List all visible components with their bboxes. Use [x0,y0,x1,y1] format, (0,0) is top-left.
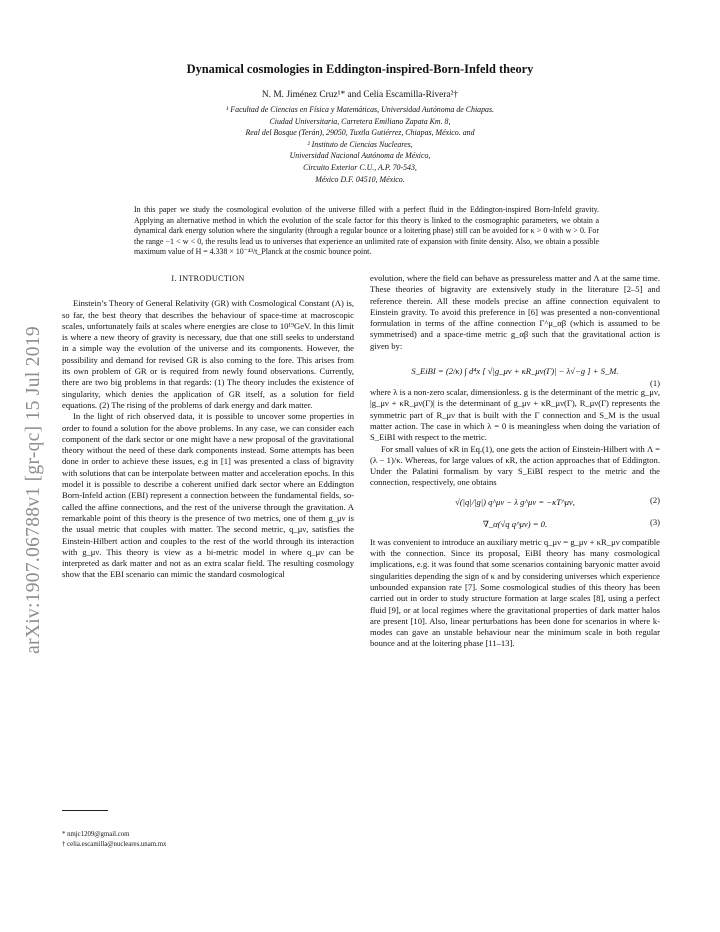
footnote: * nmjc1209@gmail.com [62,831,130,838]
paragraph: Einstein’s Theory of General Relativity (GR) with Cosmological Constant (Λ) is, so far, the best theory that describes the behaviour of space-time at macroscopic scales, unfortunately fails at scales where energies are close to 10¹⁹GeV. In this limit is where a new theory of gravity is necessary, due that one still seeks to understand in a simple way the evolution of the universe and its components. However, the possibility and demand for revised GR is also coming to the fore. This arises from its own problem of GR or is required from newly found observations. Currently, there are two big problems in that regards: (1) The theory includes the existence of singularity, which denies the application of GR itself, as a solution for field equations. (2) The rising of the problems of dark energy and dark matter. [62,298,354,410]
affiliation-line: ¹ Facultad de Ciencias en Física y Matemáticas, Universidad Autónoma de Chiapas. [225,105,495,114]
right-column [370,273,660,650]
affiliation-line: Universidad Nacional Autónoma de México, [289,151,431,161]
paragraph: For small values of κR in Eq.(1), one gets the action of Einstein-Hilbert with Λ = (λ − 1)/κ. Whereas, for large values of κR, the action approaches that of Eddington. Under the Palatini formalism by vary S_EiBI respect to the metric and the connection, respectively, one obtains [370,443,660,488]
affiliation-line: México D.F. 04510, México. [315,174,405,184]
affiliations [0,104,720,185]
equation-body: √(|q|/|g|) q^μν − λ g^μν = −κT^μν, [455,496,575,507]
equation-number: (3) [649,516,660,527]
affiliation-line: Real del Bosque (Terán), 29050, Tuxtla Gutiérrez, Chiapas, México. and [245,128,475,138]
section-heading: I. INTRODUCTION [171,274,245,283]
equation-body: S_EiBI = (2/κ) ∫ d⁴x [ √|g_μν + κR_μν(Γ)| − λ√−g ] + S_M. [411,366,619,377]
footnotes [62,830,166,849]
equation-2 [370,493,660,511]
paper-authors: N. M. Jiménez Cruz¹* and Celia Escamilla-Rivera²† [261,90,459,100]
equation-1 [370,359,660,389]
affiliation-line: Circuito Exterior C.U., A.P. 70-543, [303,162,417,172]
equation-number: (2) [649,494,660,505]
footnote: † celia.escamilla@nucleares.unam.mx [62,840,167,848]
affiliation-line: Ciudad Universitaria, Carretera Emiliano Zapata Km. 8, [269,116,451,126]
paragraph: where λ is a non-zero scalar, dimensionless. g is the determinant of the metric g_μν, |g_μν + κR_μν(Γ)| is the determinant of g_μν + κR_μν(Γ), R_μν(Γ) represents the symmetric part of R_μν that is built with the Γ connection and S_M is the usual matter action. The case in which λ = 0 is meaningless when doing the variation of S_EiBI with respect to the metric. [370,387,660,443]
equation-number: (1) [649,378,660,389]
paragraph: In the light of rich observed data, it is possible to uncover some properties in order to found a solution for the above problems. In any case, we can consider each component of the dark sector or one might have a new proposal of the gravitational theory without the need of these dark components instead. Some attempts has been done in order to achieve these issues, e.g in [1] was presented a class of bigravity with solutions that can be interpolate between matter and acceleration epochs. In this model it is possible to describe a coherent unified dark sector where an Eddington Born-Infeld action (EBI) represent a connection between the fundamental fields, so-called the affine connections, and the rest of the universe through the gravitation. A remarkable point of this theory is the presence of two metrics, one of them g_μν is the usual metric that couples with matter. The second metric, q_μν, satisfies the Einstein-Hilbert action and couples to the rest of the world through its interaction with g_μν. This theory is view as a bi-metric model in where q_μν can be interpreted as dark matter and not as an extra scalar field. The resulting cosmology show that the EBI scenario can mimic the standard cosmological [62,411,354,580]
equation-body: ∇_α(√q q^μν) = 0. [482,518,548,529]
abstract: In this paper we study the cosmological evolution of the universe filled with a perfect fluid in the Eddington-inspired Born-Infeld gravity. Applying an alternative method in which the evolution of the scale factor for this theory is linked to the cosmographic parameters, we obtain a dynamical dark energy solution where the singularity (through a regular bounce or a loitering phase) still can be avoided for κ > 0 with w > 0. For the range −1 < w < 0, the results lead us to universes that experience an unlimited rate of expansion with finite density. Also, we obtain a possible maximum value of H = 4.338 × 10⁻⁴³/t_Planck at the cosmic bounce point. [134,205,599,257]
footnote-rule [62,810,108,811]
paper-title: Dynamical cosmologies in Eddington-inspired-Born-Infeld theory [186,62,534,76]
arxiv-sidebar [4,255,64,725]
left-column [62,273,354,581]
paragraph: evolution, where the field can behave as pressureless matter and Λ at the same time. These theories of bigravity are extensively study in the literature [2–5] and reference therein. All these models precise an affine connection equivalent to Einstein gravity. To avoid this preference in [6] was presented a non-conventional formulation in terms of the affine connection Γ^μ_αβ (which is assumed to be symmetrised) and a space-time metric g_αβ such that the gravitational action is given by: [370,273,660,351]
affiliation-line: ² Instituto de Ciencias Nucleares, [307,139,413,149]
paragraph: It was convenient to introduce an auxiliary metric q_μν = g_μν + κR_μν compatible with the connection. Since its proposal, EiBI theory has many cosmological implications, e.g. it was found that some scenarios containing baryonic matter avoid singularities depending the sign of κ and by considering universes which experience unbounded expansion rate [7]. Some cosmological studies of this theory has been carried out in order to study structure formation at large scales [8], using a perfect fluid [9], or at local regimes where the gravitational properties of dark matter halos are present [10]. Also, linear perturbations has been done for scenarios in where k-modes can gave an unstable behaviour near the minimum scale in both regular bounce and at the loitering phase [11–13]. [370,536,660,649]
arxiv-identifier: arXiv:1907.06788v1 [gr-qc] 15 Jul 2019 [23,326,44,654]
equation-3 [370,515,660,533]
